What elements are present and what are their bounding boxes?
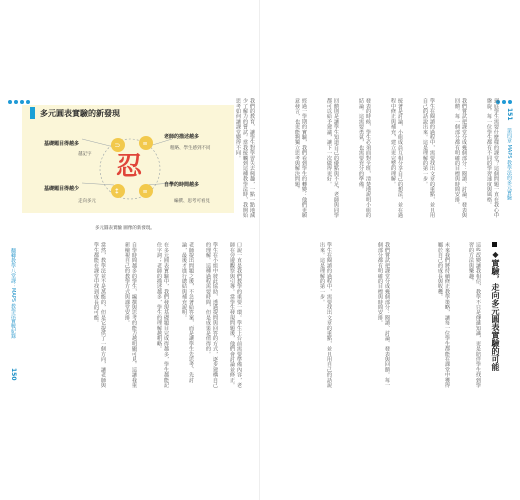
right-page (260, 0, 520, 500)
figure-title-text: 多元圓表實驗的新發現 (40, 108, 120, 118)
right-text-col: 接著是討論，小組成員互相分享自己的想法，並在過程中修正與補充，建立更完整的理解。 (390, 98, 403, 218)
heading-marker (492, 242, 497, 247)
svg-text:≡: ≡ (142, 140, 148, 148)
running-head-right: 第四章 MAPS 教學法的多元實驗 (506, 128, 512, 201)
item-sub-1: 越記字 (78, 152, 92, 157)
left-text-col: 口說一直是我們教學的重要一環。學生上台前需要準備內容，老師在旁邊觀察與引導。當學生發現問題後，他們會討論並修正。 (229, 242, 242, 388)
left-text-col: 自學時間越多的學生，編撰與思考的能力越明顯可見。這讓我重新檢視自己的教學方式與課堂安排。 (124, 242, 137, 388)
decor-dot (14, 100, 18, 104)
right-text-col: 學生在閱讀的過程中，需要找出文章的重點，並且用自己的話說出來。這是理解的第一步。 (422, 98, 435, 218)
right-text-col: 學生在閱讀的過程中，需要找出文章的重點，並且用自己的話說出來。這是理解的第一步。 (319, 242, 332, 388)
figure-title (22, 105, 234, 121)
item-sub-2: 走向多元 (78, 199, 96, 204)
right-text-col: 回饋則是讓學生知道自己的優點與不足，老師與同學都可以給予建議，讓下一次做得更好。 (326, 98, 339, 218)
right-text-col: 到底學生需要什麼樣的課堂？這個問題一直在我心中盤旋。每一位學生都有不同的學習速度與風格。 (486, 98, 499, 218)
decor-dot (508, 100, 512, 104)
item-sub-3: 粗略、學生感到不同 (170, 146, 211, 151)
item-label-1: 基礎題目得越多 (44, 141, 80, 147)
page-number-right: 151 (506, 108, 513, 121)
running-head-left: 翻轉教學八堂課：MAPS 教學法實戰紀錄 (10, 248, 16, 339)
left-text-col: 老師提出問題之後，不急著給答案，而是讓學生先思考、先討論，最後才進行總結與補充說明。 (181, 242, 194, 383)
right-text-col: 經過一學期的實驗，我們看到學生的轉變：他們更願意發言，也更能夠獨立思考與解決問題。 (294, 98, 307, 218)
svg-text:≡: ≡ (142, 188, 148, 196)
decor-dot (20, 100, 24, 104)
left-text-col: 學生在小組中彼此協助，透過提問與回答的方式，逐步建構自己的理解。這種過程需要時間，但是成果是值得的。 (205, 242, 218, 388)
figure-box (22, 105, 234, 213)
section-heading: ◆實驗，走向多元圓表實驗的可能 (491, 250, 500, 371)
title-bar (30, 107, 35, 119)
decor-dot (502, 100, 506, 104)
right-text-col: 這些改變讓我相信，教學不只是傳遞知識，更是陪伴學生找到學習的方法與樂趣。 (468, 242, 481, 388)
left-text-col: 我們的教育，讓學生對學習失去興趣，一點一點地減少了解力的嘗試。當我接觸到這種教學法時，我開始思考如何讓課堂變得不同。 (235, 98, 255, 218)
svg-text:⊃: ⊃ (114, 141, 121, 150)
svg-text:↕: ↕ (114, 187, 120, 196)
decor-dot (26, 100, 30, 104)
item-label-2: 基礎題目得越少 (44, 186, 80, 192)
left-text-col: 在多元圓表實驗中，我們發現基礎題目完成得越多，學生越能記住字詞；老師的描述越多，學生的理解越粗略。 (156, 242, 169, 388)
figure-caption: 多元圓表實驗 圖像的新發現。 (95, 226, 155, 231)
right-text-col: 我們嘗試把課堂分成幾個部分：閱讀、討論、發表與回饋。每一個部分都有明確的目標與時間安排。 (377, 242, 390, 388)
decor-dot (8, 100, 12, 104)
page-number-left: 150 (10, 368, 17, 381)
left-text-col: 當然，教學法並不是萬能的，但是它提供了一個方向，讓老師與學生都能在課堂中找到成長的可能。 (93, 242, 106, 388)
item-sub-4: 編撰、思考可看見 (174, 199, 210, 204)
right-text-col: 未來我們將持續修正教學策略，讓每一位學生都能在課堂中獲得屬於自己的成長與收穫。 (437, 242, 450, 388)
item-label-4: 自學的時間越多 (164, 182, 200, 188)
right-text-col: 我們嘗試把課堂分成幾個部分：閱讀、討論、發表與回饋。每一個部分都有明確的目標與時間安排。 (454, 98, 467, 218)
center-char: 忍 (116, 152, 143, 182)
right-text-col: 發表的時候，學生必須面對全班，清楚地說明小組的結論。這需要勇氣，也需要充分的準備。 (358, 98, 371, 218)
item-label-3: 老師的描述越多 (164, 134, 200, 140)
